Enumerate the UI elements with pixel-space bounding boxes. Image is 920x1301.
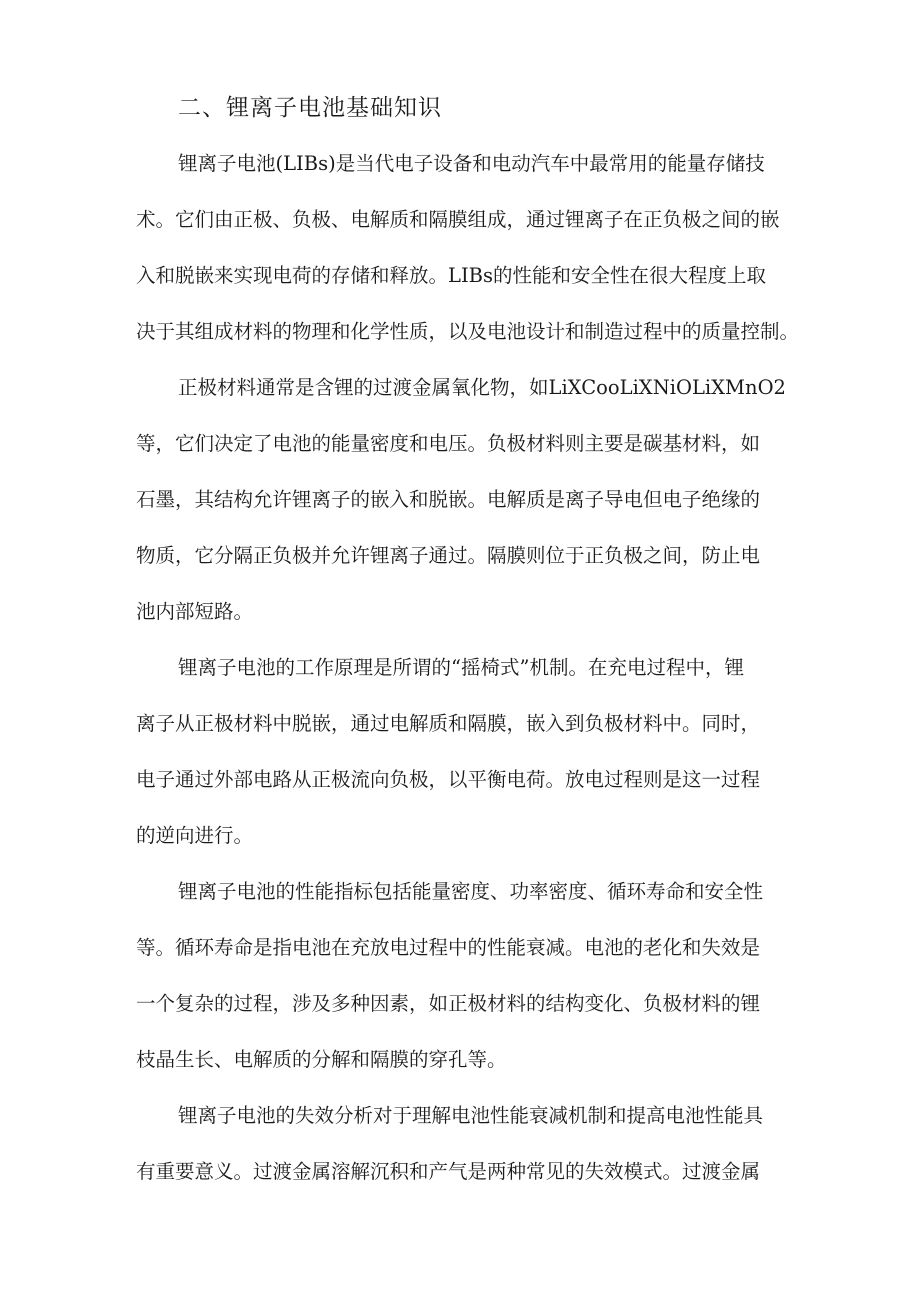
paragraph-line: 锂离子电池(LIBs)是当代电子设备和电动汽车中最常用的能量存储技 bbox=[178, 152, 765, 175]
paragraph-line: 池内部短路。 bbox=[136, 600, 254, 623]
paragraph-line: 石墨，其结构允许锂离子的嵌入和脱嵌。电解质是离子导电但电子绝缘的 bbox=[136, 488, 761, 511]
paragraph-line: 决于其组成材料的物理和化学性质，以及电池设计和制造过程中的质量控制。 bbox=[136, 320, 800, 343]
paragraph-performance bbox=[136, 864, 763, 1088]
paragraph-line: 离子从正极材料中脱嵌，通过电解质和隔膜，嵌入到负极材料中。同时， bbox=[136, 712, 761, 735]
paragraph-line: 术。它们由正极、负极、电解质和隔膜组成，通过锂离子在正负极之间的嵌 bbox=[136, 208, 780, 231]
paragraph-line: 枝晶生长、电解质的分解和隔膜的穿孔等。 bbox=[136, 1048, 507, 1071]
paragraph-line: 有重要意义。过渡金属溶解沉积和产气是两种常见的失效模式。过渡金属 bbox=[136, 1160, 761, 1183]
paragraph-line: 物质，它分隔正负极并允许锂离子通过。隔膜则位于正负极之间，防止电 bbox=[136, 544, 761, 567]
paragraph-line: 等，它们决定了电池的能量密度和电压。负极材料则主要是碳基材料，如 bbox=[136, 432, 761, 455]
paragraph-line: 锂离子电池的性能指标包括能量密度、功率密度、循环寿命和安全性 bbox=[178, 880, 764, 903]
paragraph-materials bbox=[136, 360, 786, 640]
paragraph-line: 正极材料通常是含锂的过渡金属氧化物，如LiXCooLiXNiOLiXMnO2 bbox=[178, 376, 786, 399]
paragraph-line: 电子通过外部电路从正极流向负极，以平衡电荷。放电过程则是这一过程 bbox=[136, 768, 761, 791]
paragraph-line: 入和脱嵌来实现电荷的存储和释放。LIBs的性能和安全性在很大程度上取 bbox=[136, 264, 766, 287]
paragraph-working-principle bbox=[136, 640, 760, 864]
paragraph-intro bbox=[136, 136, 799, 360]
paragraph-line: 一个复杂的过程，涉及多种因素，如正极材料的结构变化、负极材料的锂 bbox=[136, 992, 761, 1015]
paragraph-line: 的逆向进行。 bbox=[136, 824, 254, 847]
paragraph-line: 等。循环寿命是指电池在充放电过程中的性能衰减。电池的老化和失效是 bbox=[136, 936, 761, 959]
paragraph-line: 锂离子电池的失效分析对于理解电池性能衰减机制和提高电池性能具 bbox=[178, 1104, 764, 1127]
section-heading: 二、锂离子电池基础知识 bbox=[178, 95, 442, 121]
paragraph-line: 锂离子电池的工作原理是所谓的“摇椅式”机制。在充电过程中，锂 bbox=[178, 656, 744, 679]
paragraph-failure-analysis bbox=[136, 1088, 763, 1200]
